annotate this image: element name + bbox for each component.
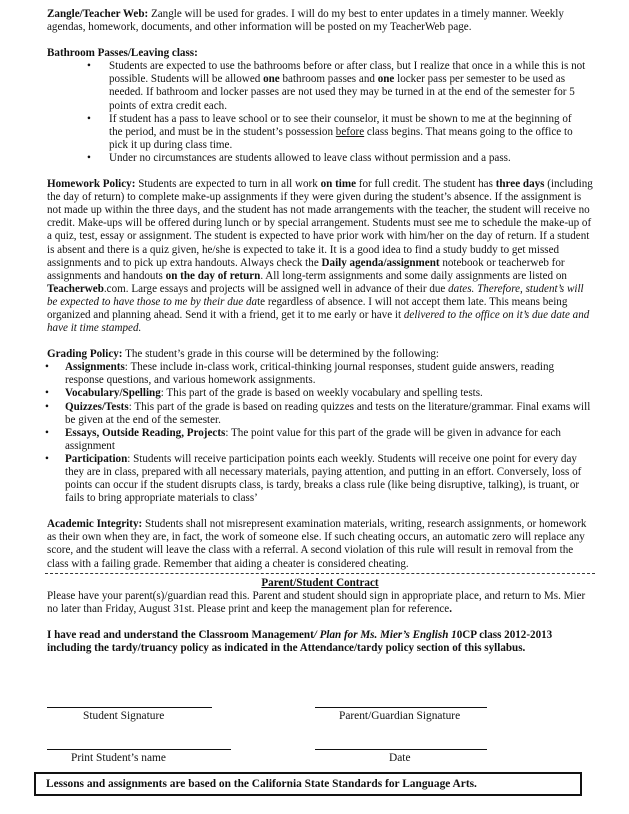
grading-text: : This part of the grade is based on weekly vocabulary and spelling tests. bbox=[160, 387, 483, 400]
parent-signature-label: Parent/Guardian Signature bbox=[339, 710, 461, 722]
contract-period: . bbox=[449, 602, 452, 615]
integrity-heading: Academic Integrity: bbox=[47, 518, 143, 531]
grading-label: Essays, Outside Reading, Projects bbox=[65, 426, 226, 439]
grading-label: Assignments bbox=[65, 361, 125, 374]
student-signature-line[interactable] bbox=[47, 707, 212, 708]
parent-signature-line[interactable] bbox=[315, 707, 487, 708]
bathroom-item-passes bbox=[47, 60, 593, 112]
grading-label: Quizzes/Tests bbox=[65, 400, 129, 413]
grading-text: : The point value for this part of the grade will be given in advance for each assignment bbox=[65, 426, 561, 452]
homework-italic-1: dates. Therefore, student’s will be expected to have those to me by their due da bbox=[47, 282, 584, 308]
document-page bbox=[47, 8, 593, 655]
ack-text-2: 0CP class 2012-2013 including the tardy/truancy policy as indicated in the Attendance/tardy policy section of this syllabus. bbox=[47, 628, 553, 655]
dashed-divider bbox=[45, 573, 595, 574]
grading-item-assignments bbox=[47, 361, 593, 387]
homework-daily-agenda: Daily agenda/assignment bbox=[321, 256, 440, 269]
zangle-section bbox=[47, 8, 593, 34]
bathroom-section bbox=[47, 47, 593, 165]
grading-text: : This part of the grade is based on reading quizzes and tests on the literature/grammar. Final exams will be given at the end of the semester. bbox=[65, 400, 591, 426]
integrity-text: Students shall not misrepresent examination materials, writing, research assignments, or homework as their own when they are, in fact, the work of someone else. If such cheating occurs, an automatic zero will replace any score, and the student will leave the class with a referral. A second violation of this rule will result in removal from the class with a failing grade. Remember that aiding a cheater is considered cheating. bbox=[47, 518, 587, 570]
grading-item-vocabulary bbox=[47, 387, 593, 400]
grading-item-participation bbox=[47, 453, 593, 505]
date-line[interactable] bbox=[315, 749, 487, 750]
homework-section bbox=[47, 178, 593, 335]
print-name-line[interactable] bbox=[47, 749, 231, 750]
bathroom-heading: Bathroom Passes/Leaving class: bbox=[47, 47, 198, 60]
grading-text: : These include in-class work, critical-thinking journal responses, student guide answers, reading response questions, and various homework assignments. bbox=[65, 361, 555, 387]
counselor-text: If student has a pass to leave school or to see their counselor, it must be shown to me at the beginning of the period, and must be in the student’s possession bbox=[109, 112, 572, 138]
grading-label: Vocabulary/Spelling bbox=[65, 387, 161, 400]
zangle-text: Zangle will be used for grades. I will do my best to enter updates in a timely manner. Weekly agendas, homework, documents, and other information will be posted on my TeacherWeb page. bbox=[47, 8, 564, 34]
bathroom-passes-text-3: locker pass per semester to be used as needed. If bathroom and locker passes are not used they may be turned in at the end of the semester for 5 points of extra credit each. bbox=[109, 73, 575, 112]
homework-text-1: Students are expected to turn in all work bbox=[135, 178, 321, 191]
integrity-section bbox=[47, 518, 593, 570]
bathroom-item-permission: • Under no circumstances are students allowed to leave class without permission and a pass. bbox=[47, 152, 593, 165]
bathroom-item-counselor bbox=[47, 113, 593, 152]
homework-heading: Homework Policy: bbox=[47, 178, 136, 191]
homework-text-5: . All long-term assignments and some daily assignments are listed on bbox=[260, 269, 567, 282]
bathroom-list bbox=[47, 60, 593, 165]
grading-item-essays bbox=[47, 427, 593, 453]
counselor-text-2: class begins. That means going to the office to pick it up during class time. bbox=[109, 125, 573, 151]
contract-title: Parent/Student Contract bbox=[261, 576, 379, 589]
grading-item-quizzes bbox=[47, 401, 593, 427]
standards-footer-box: Lessons and assignments are based on the California State Standards for Language Arts. bbox=[34, 772, 582, 796]
locker-one-bold: one bbox=[377, 73, 395, 86]
ack-italic: / Plan for Ms. Mier’s English 1 bbox=[313, 628, 457, 641]
grading-label: Participation bbox=[65, 452, 128, 465]
grading-intro-text: The student’s grade in this course will be determined by the following: bbox=[122, 348, 440, 361]
grading-intro bbox=[47, 348, 593, 361]
bathroom-passes-text: Students are expected to use the bathrooms before or after class, but I realize that once in a while this is not possible. Students will be allowed bbox=[109, 60, 586, 86]
homework-text-6: .com. Large essays and projects will be assigned well in advance of their due bbox=[103, 282, 449, 295]
grading-heading: Grading Policy: bbox=[47, 348, 123, 361]
homework-text-2: for full credit. The student has bbox=[356, 178, 496, 191]
bathroom-one-bold: one bbox=[263, 73, 280, 86]
before-underlined: before bbox=[335, 125, 365, 138]
grading-section bbox=[47, 348, 593, 505]
grading-list bbox=[47, 361, 593, 505]
student-signature-label: Student Signature bbox=[83, 710, 165, 722]
bathroom-passes-text-2: bathroom passes and bbox=[279, 73, 378, 86]
homework-text-4: notebook or teacherweb for assignments and handouts bbox=[47, 256, 565, 282]
print-name-label: Print Student’s name bbox=[71, 752, 166, 764]
homework-italic-2: delivered to the office on it’s due date and have it time stamped. bbox=[47, 308, 590, 335]
ack-text-1: I have read and understand the Classroom Management bbox=[47, 628, 314, 641]
acknowledgement bbox=[47, 629, 593, 655]
homework-on-time: on time bbox=[320, 178, 357, 191]
grading-text: : Students will receive participation points each weekly. Students will receive one point for every day they are in class, prepared with all necessary materials, paying attention, and putting in an effort. Conversely, loss of points can occur if the student disrupts class, is tardy, breaks a class rule (like being disruptive, talking), is truant, or fails to bring appropriate materials to class’ bbox=[65, 452, 582, 505]
contract-instructions bbox=[47, 590, 593, 616]
homework-teacherweb: Teacherweb bbox=[47, 282, 104, 295]
zangle-heading: Zangle/Teacher Web: bbox=[47, 8, 149, 20]
homework-text-3: (including the day of return) to complete make-up assignments if they were given during the student’s absence. If the assignment is not made up within the three days, and the student has not made arrangements with the teacher, the student will receive no credit. Make-ups will be offered during lunch or by special arrangement. Students must see me to schedule the make-up of a quiz, test, essay or assignment. The student is expected to have prior work with him/her on the day of return. If a student is absent and there is a quiz given, he/she is expected to take it. It is a good idea to find a study buddy to get missed assignments and to pick up extra handouts. Always check the bbox=[47, 178, 593, 269]
contract-text: Please have your parent(s)/guardian read this. Parent and student should sign in appropriate place, and return to Ms. Mier no later than Friday, August 31st. Please print and keep the management plan for reference bbox=[47, 589, 586, 615]
homework-three-days: three days bbox=[495, 178, 545, 191]
date-label: Date bbox=[389, 752, 411, 764]
homework-text-7: te regardless of absence. I will not accept them late. This means being organized and planning ahead. Send it with a friend, get it to me early or have it bbox=[47, 295, 568, 321]
homework-day-of-return: on the day of return bbox=[165, 269, 261, 282]
